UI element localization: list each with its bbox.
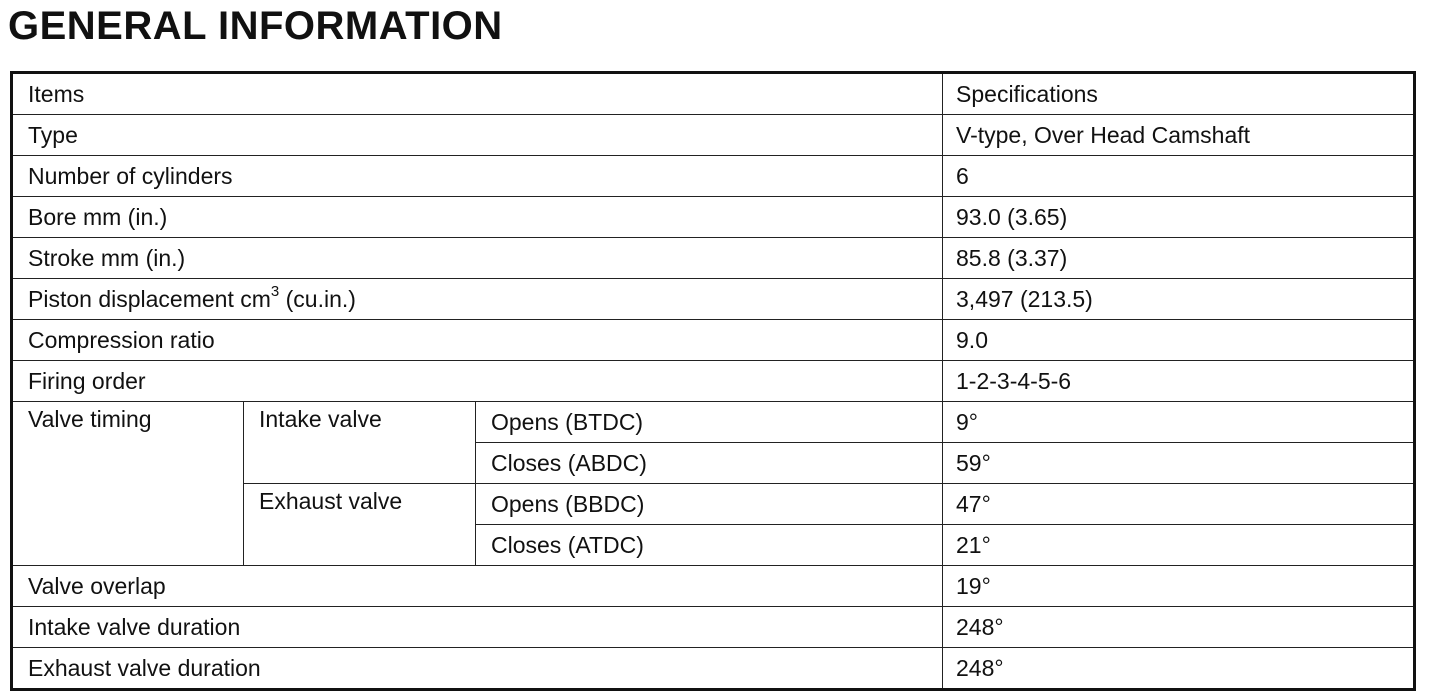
exhaust-closes-value: 21°: [943, 525, 1415, 566]
row-value: 19°: [943, 566, 1415, 607]
row-label-main: Piston displacement cm: [28, 286, 271, 312]
row-label: Valve overlap: [12, 566, 943, 607]
row-value: 248°: [943, 648, 1415, 690]
row-value: V-type, Over Head Camshaft: [943, 115, 1415, 156]
exhaust-closes-label: Closes (ATDC): [476, 525, 943, 566]
table-row: [12, 566, 1415, 607]
intake-opens-label: Opens (BTDC): [476, 402, 943, 443]
superscript-three: 3: [270, 283, 280, 301]
row-value: 93.0 (3.65): [943, 197, 1415, 238]
row-label: Stroke mm (in.): [12, 238, 943, 279]
table-row: [12, 402, 1415, 443]
exhaust-valve-label: Exhaust valve: [244, 484, 476, 566]
row-label: Firing order: [12, 361, 943, 402]
row-value: 85.8 (3.37): [943, 238, 1415, 279]
table-row: [12, 320, 1415, 361]
intake-closes-value: 59°: [943, 443, 1415, 484]
specifications-table: [10, 71, 1416, 691]
row-value: 6: [943, 156, 1415, 197]
row-label: Bore mm (in.): [12, 197, 943, 238]
row-label-unit: (cu.in.): [279, 286, 356, 312]
intake-closes-label: Closes (ABDC): [476, 443, 943, 484]
header-specifications: Specifications: [943, 73, 1415, 115]
table-row: [12, 648, 1415, 690]
table-row: [12, 115, 1415, 156]
table-row: [12, 238, 1415, 279]
row-value: 3,497 (213.5): [943, 279, 1415, 320]
intake-valve-label: Intake valve: [244, 402, 476, 484]
header-items: Items: [12, 73, 943, 115]
exhaust-opens-label: Opens (BBDC): [476, 484, 943, 525]
row-label: Type: [12, 115, 943, 156]
table-header-row: [12, 73, 1415, 115]
valve-timing-label: Valve timing: [12, 402, 244, 566]
exhaust-opens-value: 47°: [943, 484, 1415, 525]
table-row: [12, 156, 1415, 197]
row-label: Exhaust valve duration: [12, 648, 943, 690]
row-value: 1-2-3-4-5-6: [943, 361, 1415, 402]
page-title: GENERAL INFORMATION: [8, 4, 503, 48]
row-label: Compression ratio: [12, 320, 943, 361]
table-row: [12, 279, 1415, 320]
row-label: Intake valve duration: [12, 607, 943, 648]
table-row: [12, 197, 1415, 238]
row-value: 9.0: [943, 320, 1415, 361]
table-row: [12, 607, 1415, 648]
table-row: [12, 361, 1415, 402]
row-label: Number of cylinders: [12, 156, 943, 197]
row-value: 248°: [943, 607, 1415, 648]
intake-opens-value: 9°: [943, 402, 1415, 443]
row-label: [12, 279, 943, 320]
